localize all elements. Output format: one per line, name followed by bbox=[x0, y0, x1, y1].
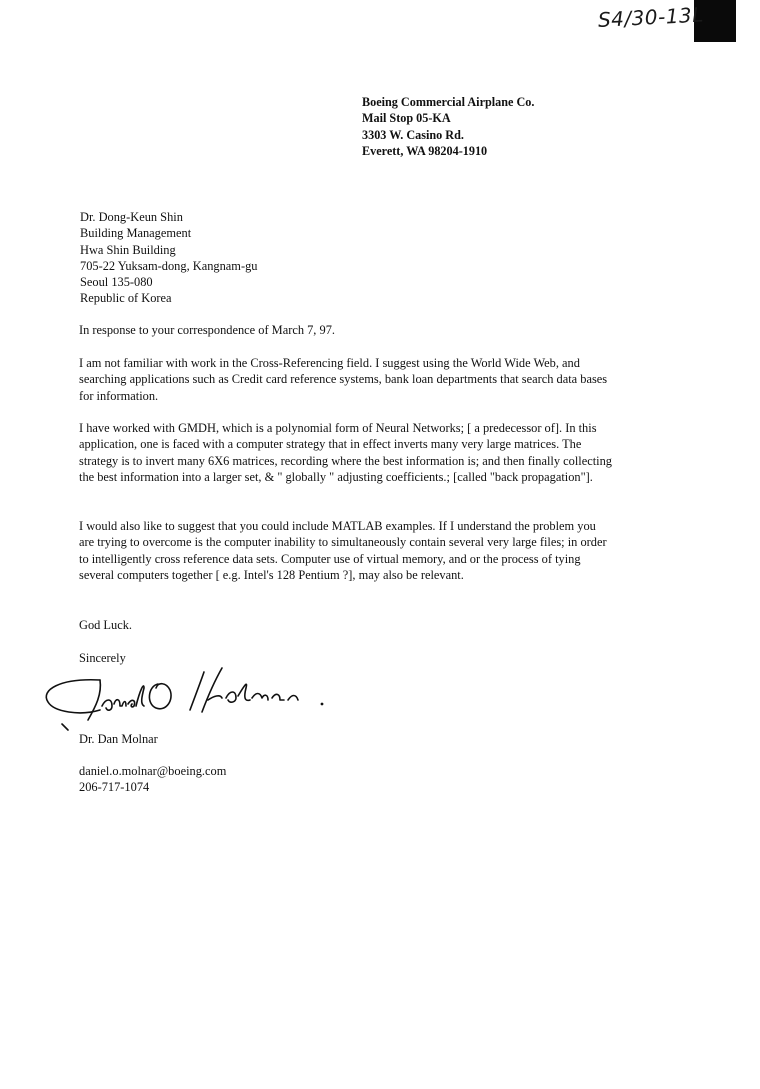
paragraph-line: I would also like to suggest that you could include MATLAB examples. If I understand the problem you bbox=[79, 519, 596, 533]
paragraph-line: I have worked with GMDH, which is a polynomial form of Neural Networks; [ a predecessor of]. In this bbox=[79, 421, 597, 435]
recipient-line: 705-22 Yuksam-dong, Kangnam-gu bbox=[80, 258, 258, 273]
recipient-line: Seoul 135-080 bbox=[80, 275, 153, 290]
intro-line: In response to your correspondence of March 7, 97. bbox=[79, 323, 335, 337]
paragraph-line: for information. bbox=[79, 388, 159, 403]
signer-phone: 206-717-1074 bbox=[79, 780, 150, 795]
paragraph-line: strategy is to invert many 6X6 matrices, recording where the best information is; and then finally collecting bbox=[79, 453, 612, 468]
paragraph-line: application, one is faced with a computer strategy that in effect inverts many very large matrices. The bbox=[79, 437, 582, 452]
recipient-line: Republic of Korea bbox=[80, 291, 172, 306]
paragraph-line: I am not familiar with work in the Cross-Referencing field. I suggest using the World Wide Web, and bbox=[79, 356, 580, 370]
closing-text: Sincerely bbox=[79, 651, 126, 665]
paragraph-line: to intelligently cross reference data sets. Computer use of virtual memory, and or the process of tying bbox=[79, 551, 581, 566]
signer-name-block bbox=[79, 731, 679, 747]
paragraph-3 bbox=[79, 518, 679, 583]
wish-line bbox=[79, 617, 679, 633]
handwritten-signature bbox=[40, 660, 340, 742]
signer-name: Dr. Dan Molnar bbox=[79, 732, 158, 746]
sender-line: 3303 W. Casino Rd. bbox=[362, 127, 464, 142]
recipient-address bbox=[80, 209, 257, 307]
recipient-line: Building Management bbox=[80, 226, 192, 241]
paragraph-2 bbox=[79, 420, 679, 485]
contact-block bbox=[79, 763, 679, 796]
intro-paragraph bbox=[79, 322, 679, 338]
paragraph-line: several computers together [ e.g. Intel's 128 Pentium ?], may also be relevant. bbox=[79, 567, 464, 582]
document-code: S4/30-13L bbox=[597, 2, 705, 32]
signer-email: daniel.o.molnar@boeing.com bbox=[79, 764, 227, 778]
sender-line: Boeing Commercial Airplane Co. bbox=[362, 95, 535, 109]
paragraph-line: are trying to overcome is the computer inability to simultaneously contain several very large files; in order bbox=[79, 535, 607, 550]
recipient-line: Dr. Dong-Keun Shin bbox=[80, 210, 183, 224]
sender-line: Everett, WA 98204-1910 bbox=[362, 143, 488, 158]
recipient-line: Hwa Shin Building bbox=[80, 242, 176, 257]
sender-line: Mail Stop 05-KA bbox=[362, 111, 451, 126]
paragraph-line: the best information into a larger set, & " globally " adjusting coefficients.; [called "back propagation"]. bbox=[79, 469, 593, 484]
sender-address bbox=[362, 94, 534, 159]
wish-text: God Luck. bbox=[79, 618, 132, 632]
paragraph-line: searching applications such as Credit card reference systems, bank loan departments that search data bases bbox=[79, 372, 608, 387]
paragraph-1 bbox=[79, 355, 679, 404]
